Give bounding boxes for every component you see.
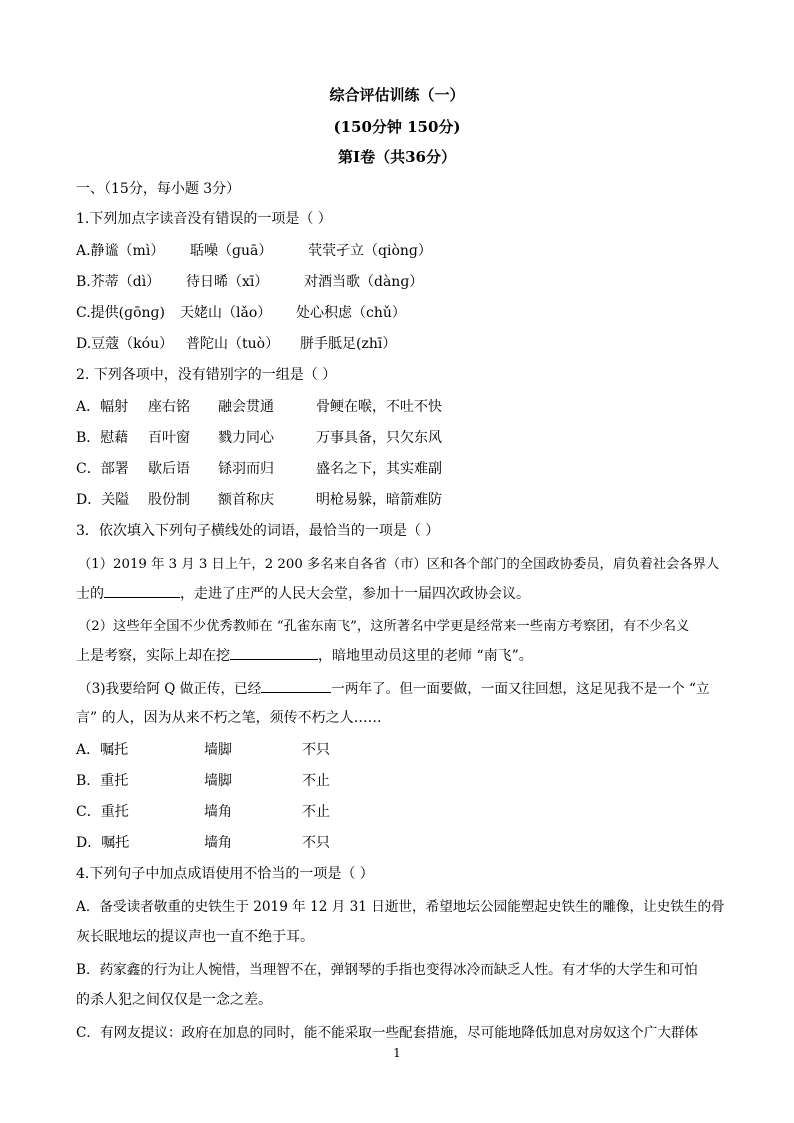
q3-s2-suffix: ，暗地里动员这里的老师 “南飞”。 [318,648,533,664]
question-3-stem: 3．依次填入下列句子横线处的词语，最恰当的一项是（ ） [76,523,440,539]
q2-option-d-4: 明枪易躲，暗箭难防 [316,492,442,508]
q3-sentence-1-line-2 [76,583,530,603]
q2-option-d-1: D．关隘 [76,492,130,508]
question-1-stem: 1.下列加点字读音没有错误的一项是（ ） [76,211,332,227]
q3-blank-3 [261,680,331,693]
q3-blank-1 [104,585,180,598]
q2-option-a-2: 座右铭 [148,399,190,415]
q1-option-d-1: D.豆蔻（kóu） [76,336,174,352]
q3-s1-prefix: 士的 [76,586,104,602]
q3-option-d-2: 墙角 [204,835,232,851]
q3-option-a-2: 墙脚 [204,742,232,758]
q3-s2-prefix: 上是考察，实际上却在挖 [76,648,230,664]
q2-option-c-3: 铩羽而归 [218,461,274,477]
q2-option-c-4: 盛名之下，其实难副 [316,461,442,477]
q2-option-d-2: 股份制 [148,492,190,508]
q3-option-a-3: 不只 [302,742,330,758]
q3-s3-prefix: （3)我要给阿 Q 做正传，已经 [78,681,262,697]
q3-option-c-2: 墙角 [204,804,232,820]
q1-option-d-2: 普陀山（tuò） [186,336,280,352]
q3-sentence-3-line-2: 言” 的人，因为从来不朽之笔，须传不朽之人…… [76,710,382,726]
q2-option-b-1: B．慰藉 [76,430,129,446]
q3-sentence-3-line-1 [78,677,710,697]
q1-option-c-2: 天姥山（lǎo） [180,305,272,321]
q3-option-b-1: B．重托 [76,773,129,789]
q3-sentence-1-line-1: （1）2019 年 3 月 3 日上午，2 200 多名来自各省（市）区和各个部门的全国政协委员，肩负着社会各界人 [78,557,720,572]
q1-option-c-1: C.提供(ɡōnɡ) [76,305,165,321]
q3-s3-suffix: 一两年了。但一面要做，一面又往回想，这足见我不是一个 “立 [331,681,710,697]
q3-sentence-2-line-1: （2）这些年全国不少优秀教师在 “孔雀东南飞”，这所著名中学更是经常来一些南方考察团，有不少名义 [78,619,690,634]
q4-option-b-line-1: B．药家鑫的行为让人惋惜，当理智不在，弹钢琴的手指也变得冰冷而缺乏人性。有才华的大学生和可怕 [76,962,698,978]
q2-option-b-2: 百叶窗 [148,430,190,446]
time-score: (150分钟 150分) [333,118,461,136]
q3-option-a-1: A．嘱托 [76,742,129,758]
q2-option-b-4: 万事具备，只欠东风 [316,430,442,446]
q1-option-b-2: 待日晞（xī） [186,274,269,290]
q1-option-a-3: 茕茕孑立（qiònɡ） [308,243,432,259]
q3-option-d-3: 不只 [302,835,330,851]
page-title: 综合评估训练（一） [329,86,465,104]
q1-option-a-1: A.静谧（mì） [76,243,165,259]
q3-option-c-1: C．重托 [76,804,129,820]
q4-option-a-line-1: A．备受读者敬重的史铁生于 2019 年 12 月 31 日逝世，希望地坛公园能塑起史铁生的雕像，让史铁生的骨 [76,899,725,915]
q4-option-a-line-2: 灰长眠地坛的提议声也一直不绝于耳。 [76,929,314,945]
q2-option-c-1: C．部署 [76,461,129,477]
q3-sentence-2-line-2 [76,645,533,665]
part-heading: 一、（15分，每小题 3分） [76,181,241,197]
q3-option-b-2: 墙脚 [204,773,232,789]
q3-s1-suffix: ，走进了庄严的人民大会堂，参加十一届四次政协会议。 [180,586,530,602]
q4-option-b-line-2: 的杀人犯之间仅仅是一念之差。 [76,992,272,1008]
q2-option-c-2: 歇后语 [148,461,190,477]
q1-option-b-3: 对酒当歌（dànɡ） [304,274,424,290]
q2-option-a-1: A．幅射 [76,399,129,415]
page-number: 1 [393,1046,401,1060]
q1-option-d-3: 胼手胝足(zhī） [300,336,397,352]
q4-option-c-line-1: C．有网友提议：政府在加息的同时，能不能采取一些配套措施，尽可能地降低加息对房奴这个广大群体 [76,1025,699,1041]
question-4-stem: 4.下列句子中加点成语使用不恰当的一项是（ ） [76,866,374,882]
q3-option-d-1: D．嘱托 [76,835,130,851]
q2-option-d-3: 额首称庆 [218,492,274,508]
question-2-stem: 2. 下列各项中，没有错别字的一组是（ ） [76,367,337,383]
q3-option-b-3: 不止 [302,773,330,789]
q2-option-a-3: 融会贯通 [218,399,274,415]
q3-blank-2 [230,647,318,660]
q2-option-a-4: 骨鲠在喉，不吐不快 [316,399,442,415]
section-title: 第Ⅰ卷（共36分） [338,148,456,166]
q1-option-a-2: 聒噪（ɡuā） [190,243,273,259]
q3-option-c-3: 不止 [302,804,330,820]
q1-option-b-1: B.芥蒂（dì） [76,274,161,290]
q2-option-b-3: 戮力同心 [218,430,274,446]
q1-option-c-3: 处心积虑（chǔ） [296,305,406,321]
